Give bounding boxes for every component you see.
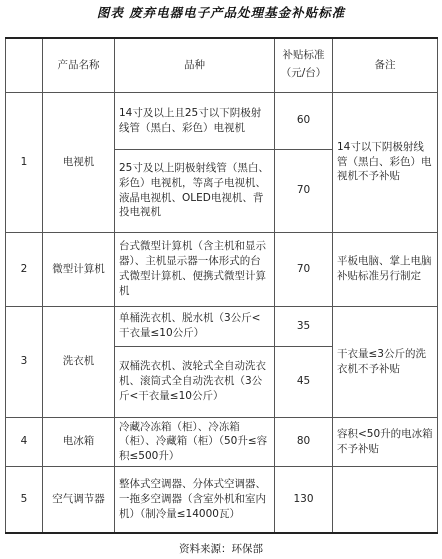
- table-row: [6, 92, 438, 149]
- row-subsidy-standard: 35: [275, 306, 333, 346]
- row-seq: 3: [6, 306, 43, 417]
- row-subsidy-standard: 70: [275, 149, 333, 232]
- row-variety: 台式微型计算机（含主机和显示器）、主机显示器一体形式的台式微型计算机、便携式微型计算机: [115, 232, 275, 306]
- row-variety: 整体式空调器、分体式空调器、一拖多空调器（含室外机和室内机）（制冷量≤14000瓦）: [115, 467, 275, 533]
- row-subsidy-standard: 70: [275, 232, 333, 306]
- row-seq: 4: [6, 417, 43, 467]
- row-variety: 14寸及以上且25寸以下阴极射线管（黑白、彩色）电视机: [115, 92, 275, 149]
- row-variety: 单桶洗衣机、脱水机（3公斤<干衣量≤10公斤）: [115, 306, 275, 346]
- subsidy-table: [5, 37, 438, 534]
- source-note: 资料来源：环保部: [179, 543, 263, 555]
- row-seq: 1: [6, 92, 43, 232]
- header-variety: 品种: [115, 38, 275, 92]
- row-seq: 5: [6, 467, 43, 533]
- row-subsidy-standard: 130: [275, 467, 333, 533]
- row-notes: 14寸以下阴极射线管（黑白、彩色）电视机不予补贴: [333, 92, 438, 232]
- row-variety: 25寸及以上阴极射线管（黑白、彩色）电视机，等离子电视机、液晶电视机、OLED电视机、背投电视机: [115, 149, 275, 232]
- row-notes: [333, 467, 438, 533]
- table-row: [6, 417, 438, 467]
- row-notes: 干衣量≤3公斤的洗衣机不予补贴: [333, 306, 438, 417]
- table-row: [6, 232, 438, 306]
- row-variety: 冷藏冷冻箱（柜）、冷冻箱（柜）、冷藏箱（柜）（50升≤容积≤500升）: [115, 417, 275, 467]
- header-subsidy-standard: 补贴标准 （元/台）: [275, 38, 333, 92]
- row-subsidy-standard: 60: [275, 92, 333, 149]
- header-product-name: 产品名称: [43, 38, 115, 92]
- row-variety: 双桶洗衣机、波轮式全自动洗衣机、滚筒式全自动洗衣机（3公斤<干衣量≤10公斤）: [115, 346, 275, 417]
- header-row: [6, 38, 438, 92]
- row-seq: 2: [6, 232, 43, 306]
- header-notes: 备注: [333, 38, 438, 92]
- row-product-name: 空气调节器: [43, 467, 115, 533]
- row-subsidy-standard: 80: [275, 417, 333, 467]
- table-title: 图表 废弃电器电子产品处理基金补贴标准: [96, 5, 346, 20]
- row-product-name: 微型计算机: [43, 232, 115, 306]
- row-product-name: 洗衣机: [43, 306, 115, 417]
- table-row: [6, 467, 438, 533]
- row-notes: 容积<50升的电冰箱不予补贴: [333, 417, 438, 467]
- row-product-name: 电冰箱: [43, 417, 115, 467]
- row-notes: 平板电脑、掌上电脑补贴标准另行制定: [333, 232, 438, 306]
- row-product-name: 电视机: [43, 92, 115, 232]
- table-row: [6, 306, 438, 346]
- header-seq: [6, 38, 43, 92]
- row-subsidy-standard: 45: [275, 346, 333, 417]
